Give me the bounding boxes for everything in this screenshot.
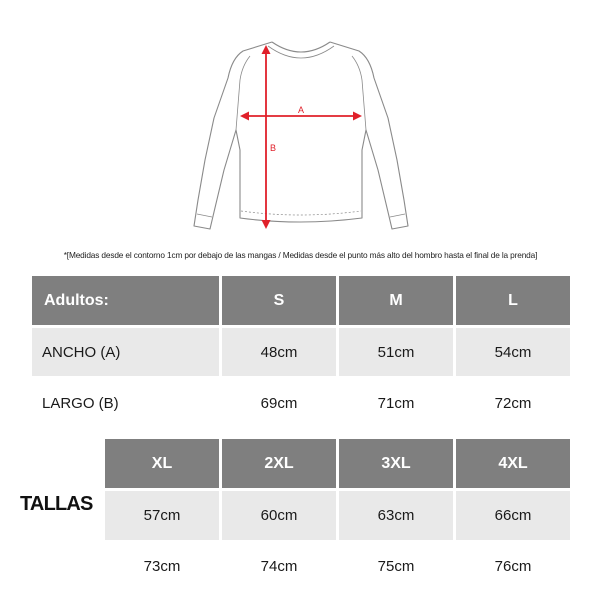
sizes-label: TALLAS xyxy=(20,493,93,515)
width-marker-label: A xyxy=(297,105,305,115)
table-header-cell: S xyxy=(222,276,336,325)
table-header-cell: 3XL xyxy=(339,439,453,488)
length-marker-label: B xyxy=(269,143,277,153)
table-cell: 54cm xyxy=(456,328,570,376)
table-cell: 63cm xyxy=(339,491,453,540)
table-cell: 51cm xyxy=(339,328,453,376)
tshirt-diagram xyxy=(190,36,416,240)
row-label: LARGO (B) xyxy=(42,394,119,412)
table-cell: 71cm xyxy=(377,394,415,412)
measurement-note: *[Medidas desde el contorno 1cm por debajo de las mangas / Medidas desde el punto más alto del hombro hasta el final de la prenda] xyxy=(63,250,538,260)
table-cell: 76cm xyxy=(494,558,532,575)
table-cell: 66cm xyxy=(456,491,570,540)
table-cell: 57cm xyxy=(105,491,219,540)
row-label: ANCHO (A) xyxy=(32,328,219,376)
table-cell: 48cm xyxy=(222,328,336,376)
table-header-cell: 2XL xyxy=(222,439,336,488)
table-cell: 69cm xyxy=(260,394,298,412)
table-header-cell: M xyxy=(339,276,453,325)
table-header-cell: L xyxy=(456,276,570,325)
table-header-cell: 4XL xyxy=(456,439,570,488)
table-header-cell: Adultos: xyxy=(32,276,219,325)
table-cell: 73cm xyxy=(143,558,181,575)
table-cell: 74cm xyxy=(260,558,298,575)
table-header-cell: XL xyxy=(105,439,219,488)
table-cell: 75cm xyxy=(377,558,415,575)
table-cell: 72cm xyxy=(494,394,532,412)
table-cell: 60cm xyxy=(222,491,336,540)
